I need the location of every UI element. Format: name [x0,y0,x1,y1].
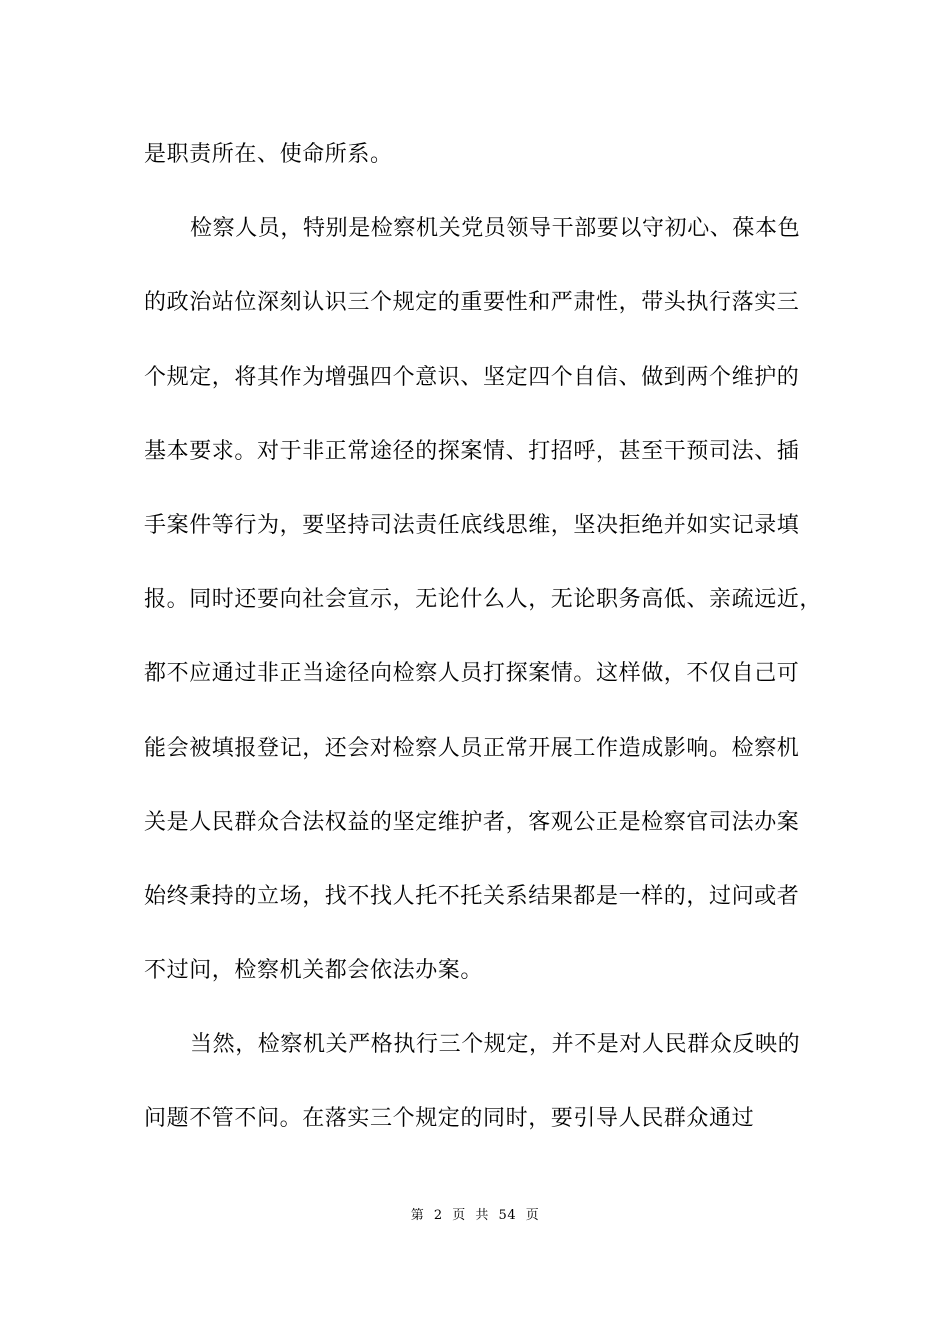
text-line: 能会被填报登记，还会对检察人员正常开展工作造成影响。检察机 [144,735,800,761]
text-line: 不过问，检察机关都会依法办案。 [144,958,484,984]
body-text [144,133,823,1172]
text-line: 个规定，将其作为增强四个意识、坚定四个自信、做到两个维护的 [144,364,800,390]
text-line: 报。同时还要向社会宣示，无论什么人，无论职务高低、亲疏远近， [144,587,823,613]
text-line: 始终秉持的立场，找不找人托不托关系结果都是一样的，过问或者 [144,883,800,909]
text-line: 基本要求。对于非正常途径的探案情、打招呼，甚至干预司法、插 [144,438,800,464]
text-line: 都不应通过非正当途径向检察人员打探案情。这样做，不仅自己可 [144,661,800,687]
text-line: 问题不管不问。在落实三个规定的同时，要引导人民群众通过 [144,1106,755,1132]
text-line: 手案件等行为，要坚持司法责任底线思维，坚决拒绝并如实记录填 [144,512,800,538]
text-line: 的政治站位深刻认识三个规定的重要性和严肃性，带头执行落实三 [144,290,800,316]
text-line: 关是人民群众合法权益的坚定维护者，客观公正是检察官司法办案 [144,809,800,835]
text-line: 是职责所在、使命所系。 [144,142,393,167]
text-line: 当然，检察机关严格执行三个规定，并不是对人民群众反映的 [190,1032,801,1058]
text-line: 检察人员，特别是检察机关党员领导干部要以守初心、葆本色 [190,216,801,242]
page-number-footer: 第 2 页 共 54 页 [410,1208,540,1223]
